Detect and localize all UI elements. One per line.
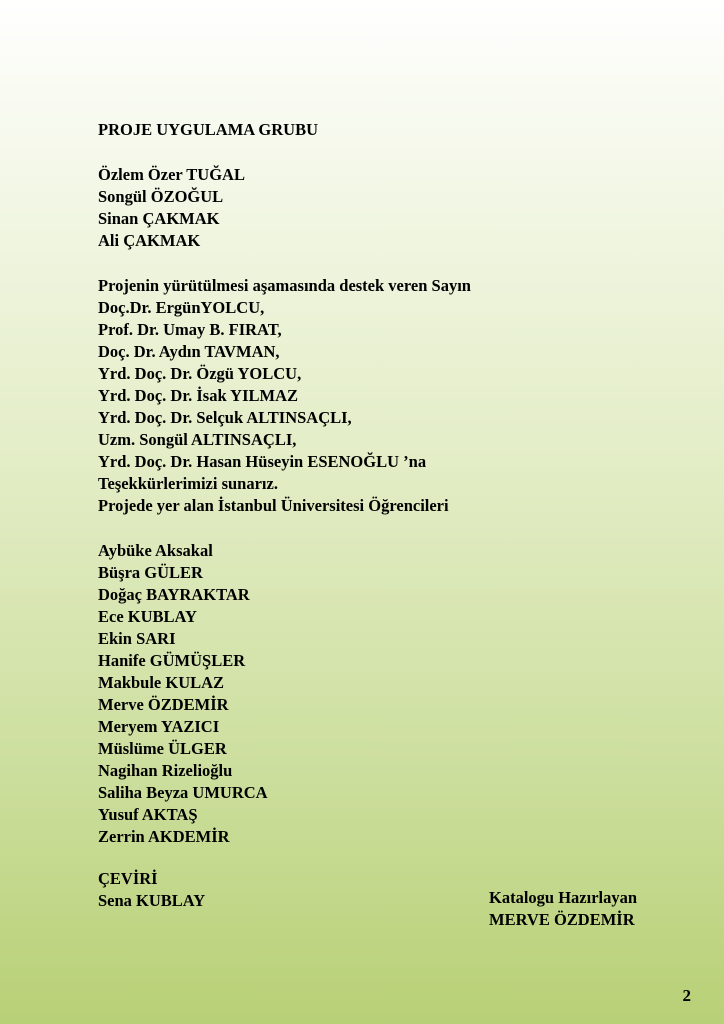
student-name: Nagihan Rizelioğlu — [98, 761, 233, 780]
student-name: Doğaç BAYRAKTAR — [98, 585, 250, 604]
team-member: Songül ÖZOĞUL — [98, 187, 224, 206]
thanks-line: Doç. Dr. Aydın TAVMAN, — [98, 342, 280, 361]
translation-title: ÇEVİRİ — [98, 869, 158, 888]
thanks-line: Prof. Dr. Umay B. FIRAT, — [98, 320, 282, 339]
team-member: Ali ÇAKMAK — [98, 231, 201, 250]
student-name: Yusuf AKTAŞ — [98, 805, 198, 824]
thanks-line: Yrd. Doç. Dr. Selçuk ALTINSAÇLI, — [98, 408, 352, 427]
thanks-line: Projede yer alan İstanbul Üniversitesi Öğrencileri — [98, 496, 449, 515]
student-name: Makbule KULAZ — [98, 673, 225, 692]
thanks-line: Teşekkürlerimizi sunarız. — [98, 474, 278, 493]
catalog-title: Katalogu Hazırlayan — [489, 888, 638, 907]
student-name: Saliha Beyza UMURCA — [98, 783, 268, 802]
thanks-line: Projenin yürütülmesi aşamasında destek veren Sayın — [98, 276, 471, 295]
student-name: Aybüke Aksakal — [98, 541, 213, 560]
section-title: PROJE UYGULAMA GRUBU — [98, 120, 319, 139]
student-name: Zerrin AKDEMİR — [98, 827, 230, 846]
translator-name: Sena KUBLAY — [98, 891, 206, 910]
student-name: Ekin SARI — [98, 629, 176, 648]
thanks-line: Uzm. Songül ALTINSAÇLI, — [98, 430, 297, 449]
thanks-line: Yrd. Doç. Dr. Özgü YOLCU, — [98, 364, 302, 383]
thanks-line: Doç.Dr. ErgünYOLCU, — [98, 298, 265, 317]
student-name: Hanife GÜMÜŞLER — [98, 651, 246, 670]
team-member: Sinan ÇAKMAK — [98, 209, 220, 228]
thanks-line: Yrd. Doç. Dr. Hasan Hüseyin ESENOĞLU ’na — [98, 452, 427, 471]
student-name: Ece KUBLAY — [98, 607, 197, 626]
thanks-line: Yrd. Doç. Dr. İsak YILMAZ — [98, 386, 298, 405]
student-name: Meryem YAZICI — [98, 717, 220, 736]
student-name: Merve ÖZDEMİR — [98, 695, 229, 714]
student-name: Müslüme ÜLGER — [98, 739, 227, 758]
catalog-author: MERVE ÖZDEMİR — [489, 910, 635, 929]
student-name: Büşra GÜLER — [98, 563, 203, 582]
team-member: Özlem Özer TUĞAL — [98, 165, 245, 184]
page-number: 2 — [682, 986, 691, 1005]
